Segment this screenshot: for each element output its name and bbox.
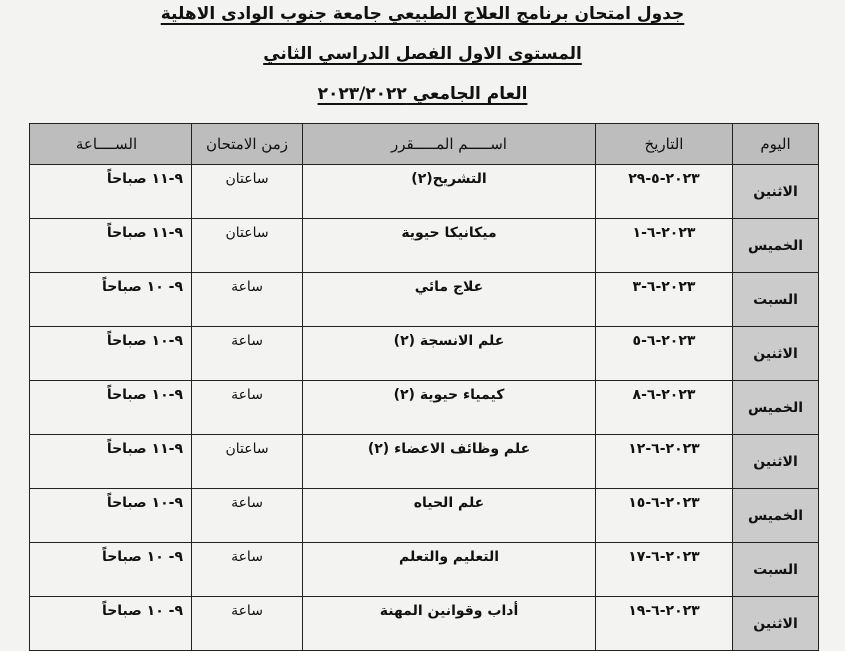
- table-header-row: [30, 124, 819, 165]
- time-cell: ٩- ١٠ صباحاً: [30, 273, 192, 327]
- course-cell: أداب وقوانين المهنة: [303, 597, 596, 651]
- duration-cell: ساعتان: [192, 165, 303, 219]
- column-header-date: التاريخ: [596, 124, 733, 165]
- duration-cell: ساعتان: [192, 435, 303, 489]
- date-cell: ٢٠٢٣-٦-٨: [596, 381, 733, 435]
- document-year: العام الجامعي ٢٠٢٣/٢٠٢٢: [317, 84, 528, 104]
- date-cell: ٢٠٢٣-٦-٣: [596, 273, 733, 327]
- day-cell: الخميس: [733, 489, 819, 543]
- document-level: المستوى الاول الفصل الدراسي الثاني: [263, 44, 582, 64]
- duration-cell: ساعة: [192, 327, 303, 381]
- column-header-duration: زمن الامتحان: [192, 124, 303, 165]
- table-row: [30, 327, 819, 381]
- duration-cell: ساعة: [192, 273, 303, 327]
- table-row: [30, 489, 819, 543]
- course-cell: علم الحياه: [303, 489, 596, 543]
- course-cell: علاج مائي: [303, 273, 596, 327]
- duration-cell: ساعة: [192, 597, 303, 651]
- table-row: [30, 273, 819, 327]
- date-cell: ٢٠٢٣-٦-١٥: [596, 489, 733, 543]
- day-cell: السبت: [733, 543, 819, 597]
- course-cell: التشريح(٢): [303, 165, 596, 219]
- table-row: [30, 543, 819, 597]
- time-cell: ٩-١١ صباحاً: [30, 165, 192, 219]
- column-header-course: اســـــم المـــــقرر: [303, 124, 596, 165]
- duration-cell: ساعة: [192, 489, 303, 543]
- duration-cell: ساعتان: [192, 219, 303, 273]
- date-cell: ٢٠٢٣-٦-١: [596, 219, 733, 273]
- time-cell: ٩-١٠ صباحاً: [30, 489, 192, 543]
- date-cell: ٢٠٢٣-٦-٥: [596, 327, 733, 381]
- table-row: [30, 165, 819, 219]
- table-row: [30, 435, 819, 489]
- table-row: [30, 219, 819, 273]
- date-cell: ٢٠٢٣-٦-١٢: [596, 435, 733, 489]
- day-cell: الاثنين: [733, 597, 819, 651]
- date-cell: ٢٠٢٣-٦-١٧: [596, 543, 733, 597]
- duration-cell: ساعة: [192, 543, 303, 597]
- exam-schedule-table: [29, 123, 819, 651]
- duration-cell: ساعة: [192, 381, 303, 435]
- day-cell: السبت: [733, 273, 819, 327]
- day-cell: الخميس: [733, 219, 819, 273]
- time-cell: ٩- ١٠ صباحاً: [30, 543, 192, 597]
- column-header-time: الســــاعة: [30, 124, 192, 165]
- time-cell: ٩-١٠ صباحاً: [30, 381, 192, 435]
- document-title: جدول امتحان برنامج العلاج الطبيعي جامعة جنوب الوادى الاهلية: [160, 4, 685, 24]
- day-cell: الاثنين: [733, 435, 819, 489]
- time-cell: ٩-١٠ صباحاً: [30, 327, 192, 381]
- course-cell: كيمياء حيوية (٢): [303, 381, 596, 435]
- date-cell: ٢٠٢٣-٦-١٩: [596, 597, 733, 651]
- time-cell: ٩- ١٠ صباحاً: [30, 597, 192, 651]
- course-cell: ميكانيكا حيوية: [303, 219, 596, 273]
- course-cell: التعليم والتعلم: [303, 543, 596, 597]
- time-cell: ٩-١١ صباحاً: [30, 435, 192, 489]
- table-row: [30, 381, 819, 435]
- day-cell: الخميس: [733, 381, 819, 435]
- day-cell: الاثنين: [733, 165, 819, 219]
- course-cell: علم الانسجة (٢): [303, 327, 596, 381]
- date-cell: ٢٠٢٣-٥-٢٩: [596, 165, 733, 219]
- day-cell: الاثنين: [733, 327, 819, 381]
- column-header-day: اليوم: [733, 124, 819, 165]
- course-cell: علم وظائف الاعضاء (٢): [303, 435, 596, 489]
- time-cell: ٩-١١ صباحاً: [30, 219, 192, 273]
